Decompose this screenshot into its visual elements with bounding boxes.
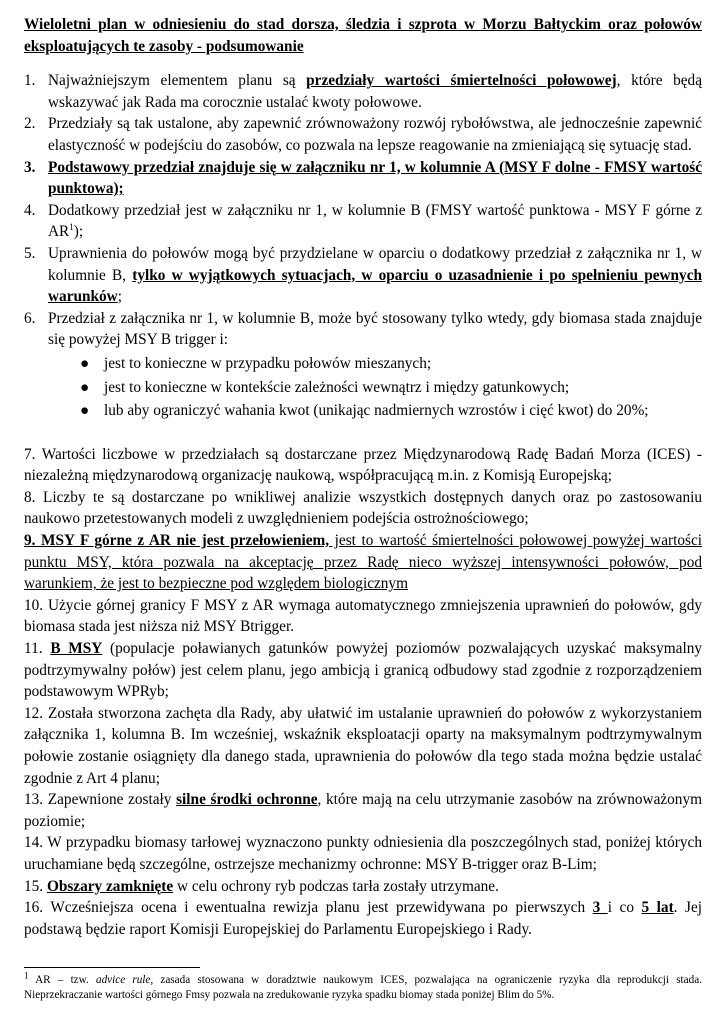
emphasis-text: przedziały wartości śmiertelności połowowej [306, 72, 617, 90]
paragraph-14: 14. W przypadku biomasy tarłowej wyznaczono punkty odniesienia dla poszczególnych stad, poniżej których uruchamiane będą szczególne, ostrzejsze mechanizmy ochronne: MSY B-trigger oraz B-Lim; [24, 834, 702, 873]
footnote-ref: 1 [69, 222, 74, 233]
bullet-item: ● jest to konieczne w przypadku połowów mieszanych; [80, 353, 702, 375]
footnote: $^1$ AR – tzw. advice rule, zasada stosowana w doradztwie naukowym ICES, pozwalająca na ograniczenie ryzyka dla reprodukcji stada. Nieprzekraczanie wartości górnego Fmsy pozwala na zredukowanie ryzyka spadku biomay stada poniżej Blim do 5%. [24, 970, 702, 1001]
document-title: Wieloletni plan w odniesieniu do stad dorsza, śledzia i szprota w Morzu Bałtyckim oraz połowów eksploatujących te zasoby - podsumowanie [24, 16, 702, 55]
bullet-item: ● lub aby ograniczyć wahania kwot (unikając nadmiernych wzrostów i cięć kwot) do 20%; [80, 400, 702, 422]
paragraph-12: 12. Została stworzona zachęta dla Rady, aby ułatwić im ustalanie uprawnień do połowów z wykorzystaniem załącznika 1, kolumna B. Im wcześniej, wskaźnik eksploatacji oparty na maksymalnym podtrzymywalnym połowie zostanie osiągnięty dla danego stada, uprawnienia do połowów dla tego stada można będzie ustalać zgodnie z Art 4 planu; [24, 704, 702, 787]
paragraph-8: 8. Liczby te są dostarczane po wnikliwej analizie wszystkich dostępnych danych oraz po zastosowaniu naukowo przetestowanych modeli z uwzględnieniem podejścia ostrożnościowego; [24, 488, 702, 528]
bullet-icon: ● [80, 402, 90, 420]
list-number: 6. [24, 309, 36, 327]
list-item-6: 6. Przedział z załącznika nr 1, w kolumnie B, może być stosowany tylko wtedy, gdy biomasa stada znajduje się powyżej MSY B trigger i: ● jest to konieczne w przypadku połowów mieszanych; ● jest to konieczne w kontekście zależności wewnątrz i między gatunkowych; ● lub aby ograniczyć wahania kwot (unikając nadmiernych wzrostów i cięć kwot) do 20%; [24, 308, 702, 422]
emphasis-text: Podstawowy przedział znajduje się w załączniku nr 1, w kolumnie A (MSY F dolne - FMSY wartość punktowa); [48, 158, 702, 198]
document-page [24, 14, 702, 940]
paragraph-9: 9. MSY F górne z AR nie jest przełowieniem, jest to wartość śmiertelności połowowej powyżej wartości punktu MSY, która pozwala na akceptację przez Radę nieco wyższej intensywności połowów, pod warunkiem, że jest to bezpieczne pod względem biologicznym [24, 532, 702, 593]
list-item-2: 2. Przedziały są tak ustalone, aby zapewnić zrównoważony rozwój rybołówstwa, ale jednocześnie zapewnić elastyczność w podejściu do zasobów, co pozwala na lepsze reagowanie na zmieniającą się sytuację stad. [24, 115, 702, 154]
bullet-item: ● jest to konieczne w kontekście zależności wewnątrz i między gatunkowych; [80, 377, 702, 399]
paragraph-10: 10. Użycie górnej granicy F MSY z AR wymaga automatycznego zmniejszenia uprawnień do połowów, gdy biomasa stada jest niższa niż MSY Btrigger. [24, 596, 702, 636]
footnote-divider [24, 967, 200, 968]
list-number: 1. [24, 72, 36, 90]
paragraph-7: 7. Wartości liczbowe w przedziałach są dostarczane przez Międzynarodową Radę Badań Morza (ICES) - niezależną międzynarodową organizację naukową, współpracującą m.in. z Komisją Europejską; [24, 445, 702, 485]
emphasis-text: 3 [592, 899, 608, 917]
list-number: 4. [24, 201, 36, 219]
footnote-marker: 1 [24, 970, 29, 981]
emphasis-text: 5 lat [641, 899, 674, 917]
bullet-list [48, 353, 702, 422]
paragraph-15: 15. Obszary zamknięte w celu ochrony ryb podczas tarła zostały utrzymane. [24, 877, 499, 895]
list-number: 2. [24, 115, 36, 133]
emphasis-text: B MSY [50, 640, 103, 658]
list-number: 5. [24, 244, 36, 262]
bullet-icon: ● [80, 378, 90, 396]
emphasis-text: silne środki ochronne [176, 791, 318, 809]
bullet-icon: ● [80, 354, 90, 372]
list-number: 3. [24, 158, 36, 176]
paragraph-11: 11. B MSY (populacje poławianych gatunków powyżej poziomów pozwalających uzyskać maksymalny podtrzymywalny połów) jest celem planu, jego ambicją i granicą odbudowy stad zgodnie z rozporządzeniem podstawowym WPRyb; [24, 640, 702, 701]
paragraph-16: 16. Wcześniejsza ocena i ewentualna rewizja planu jest przewidywana po pierwszych 3 i co 5 lat. Jej podstawą będzie raport Komisji Europejskiej do Parlamentu Europejskiego i Rady. [24, 899, 702, 938]
emphasis-text: tylko w wyjątkowych sytuacjach, w oparciu o uzasadnienie i po spełnieniu pewnych warunków [48, 266, 702, 306]
spacer [24, 424, 702, 444]
emphasis-text: 9. MSY F górne z AR nie jest przełowieniem, [24, 532, 330, 550]
list-item-5: 5. Uprawnienia do połowów mogą być przydzielane w oparciu o dodatkowy przedział z załącznika nr 1, w kolumnie B, tylko w wyjątkowych sytuacjach, w oparciu o uzasadnienie i po spełnieniu pewnych warunków; [24, 244, 702, 306]
list-item-3 [24, 157, 702, 200]
emphasis-text: Obszary zamknięte [46, 877, 174, 895]
list-item-1: 1. Najważniejszym elementem planu są przedziały wartości śmiertelności połowowej, które będą wskazywać jak Rada ma corocznie ustalać kwoty połowowe. [24, 72, 702, 111]
list-item-4: 4. Dodatkowy przedział jest w załączniku nr 1, w kolumnie B (FMSY wartość punktowa - MSY F górne z $AR^1$); [24, 201, 702, 241]
paragraph-13: 13. Zapewnione zostały silne środki ochronne, które mają na celu utrzymanie zasobów na zrównoważonym poziomie; [24, 791, 702, 830]
summary-list [24, 70, 702, 422]
